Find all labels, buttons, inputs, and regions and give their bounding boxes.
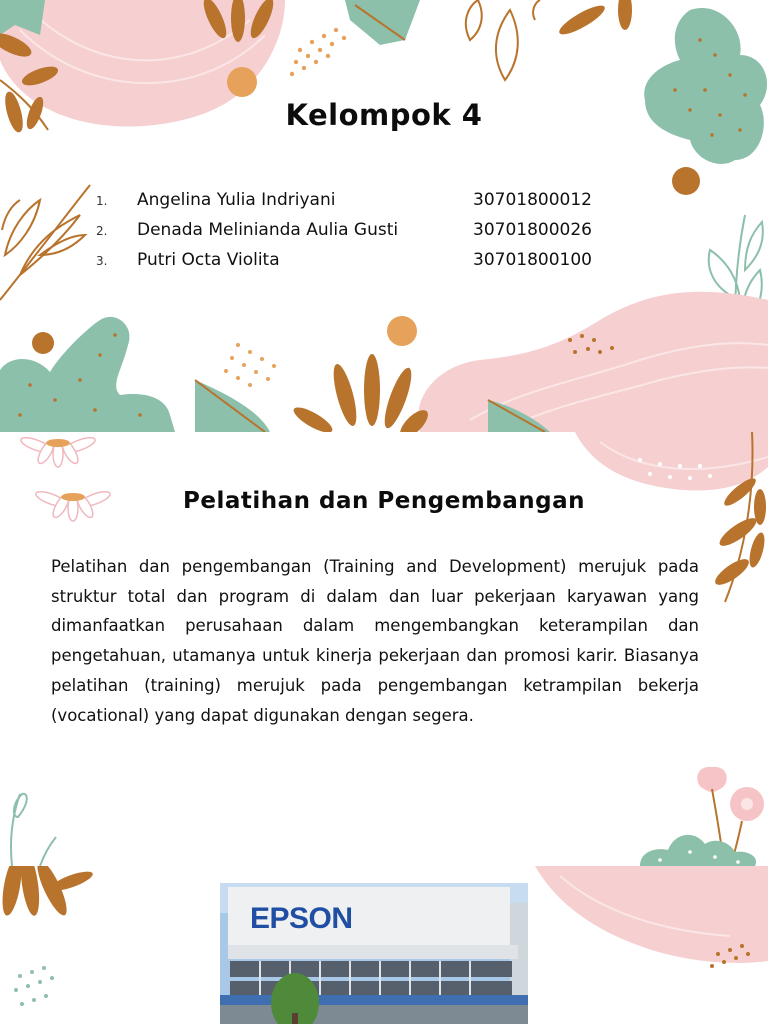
brown-dot xyxy=(672,167,700,195)
slide-epson xyxy=(0,866,768,1024)
fern-left xyxy=(0,185,90,300)
member-name: Angelina Yulia Indriyani xyxy=(137,190,336,210)
list-item xyxy=(96,248,616,278)
speckles-top xyxy=(290,28,346,76)
member-list xyxy=(96,188,616,278)
pink-wave-bottom xyxy=(418,292,768,432)
body-paragraph: Pelatihan dan pengembangan (Training and Development) merujuk pada struktur total dan program di dalam dan luar pekerjaan karyawan yang dimanfaatkan perusahaan dalam mengembangkan keterampilan dan pengetahuan, utamanya untuk kinerja pekerjaan dan promosi karir. Biasanya pelatihan (training) merujuk pada pengembangan ketrampilan bekerja (vocational) yang dapat digunakan dengan segera. xyxy=(51,557,699,725)
slide-pelatihan xyxy=(0,432,768,866)
member-nim: 30701800100 xyxy=(473,250,592,270)
brown-leaves-left xyxy=(0,866,95,919)
sage-blob-bottom-left xyxy=(0,317,175,432)
member-nim: 30701800012 xyxy=(473,190,592,210)
member-nim: 30701800026 xyxy=(473,220,592,240)
member-name: Putri Octa Violita xyxy=(137,250,280,270)
member-name: Denada Melinianda Aulia Gusti xyxy=(137,220,399,240)
brown-leaves-bottom xyxy=(290,354,432,432)
pink-blob-right xyxy=(535,866,768,963)
sage-fern-bottom-left xyxy=(11,794,56,866)
outline-leaves-top xyxy=(466,0,540,80)
list-number: 2. xyxy=(96,224,108,238)
section-title: Pelatihan dan Pengembangan xyxy=(183,488,585,514)
slide-kelompok xyxy=(0,0,768,432)
pink-wave-top-right xyxy=(575,432,768,490)
orange-dot xyxy=(227,67,257,97)
daisy-icon xyxy=(19,435,96,467)
group-title: Kelompok 4 xyxy=(285,98,483,132)
list-number: 1. xyxy=(96,194,108,208)
list-item xyxy=(96,188,616,218)
sage-blob-top-right xyxy=(644,8,767,164)
list-number: 3. xyxy=(96,254,108,268)
epson-building-photo xyxy=(220,883,528,1024)
list-item xyxy=(96,218,616,248)
brown-leaves-top-right xyxy=(556,0,632,39)
epson-sign: EPSON xyxy=(250,902,353,935)
